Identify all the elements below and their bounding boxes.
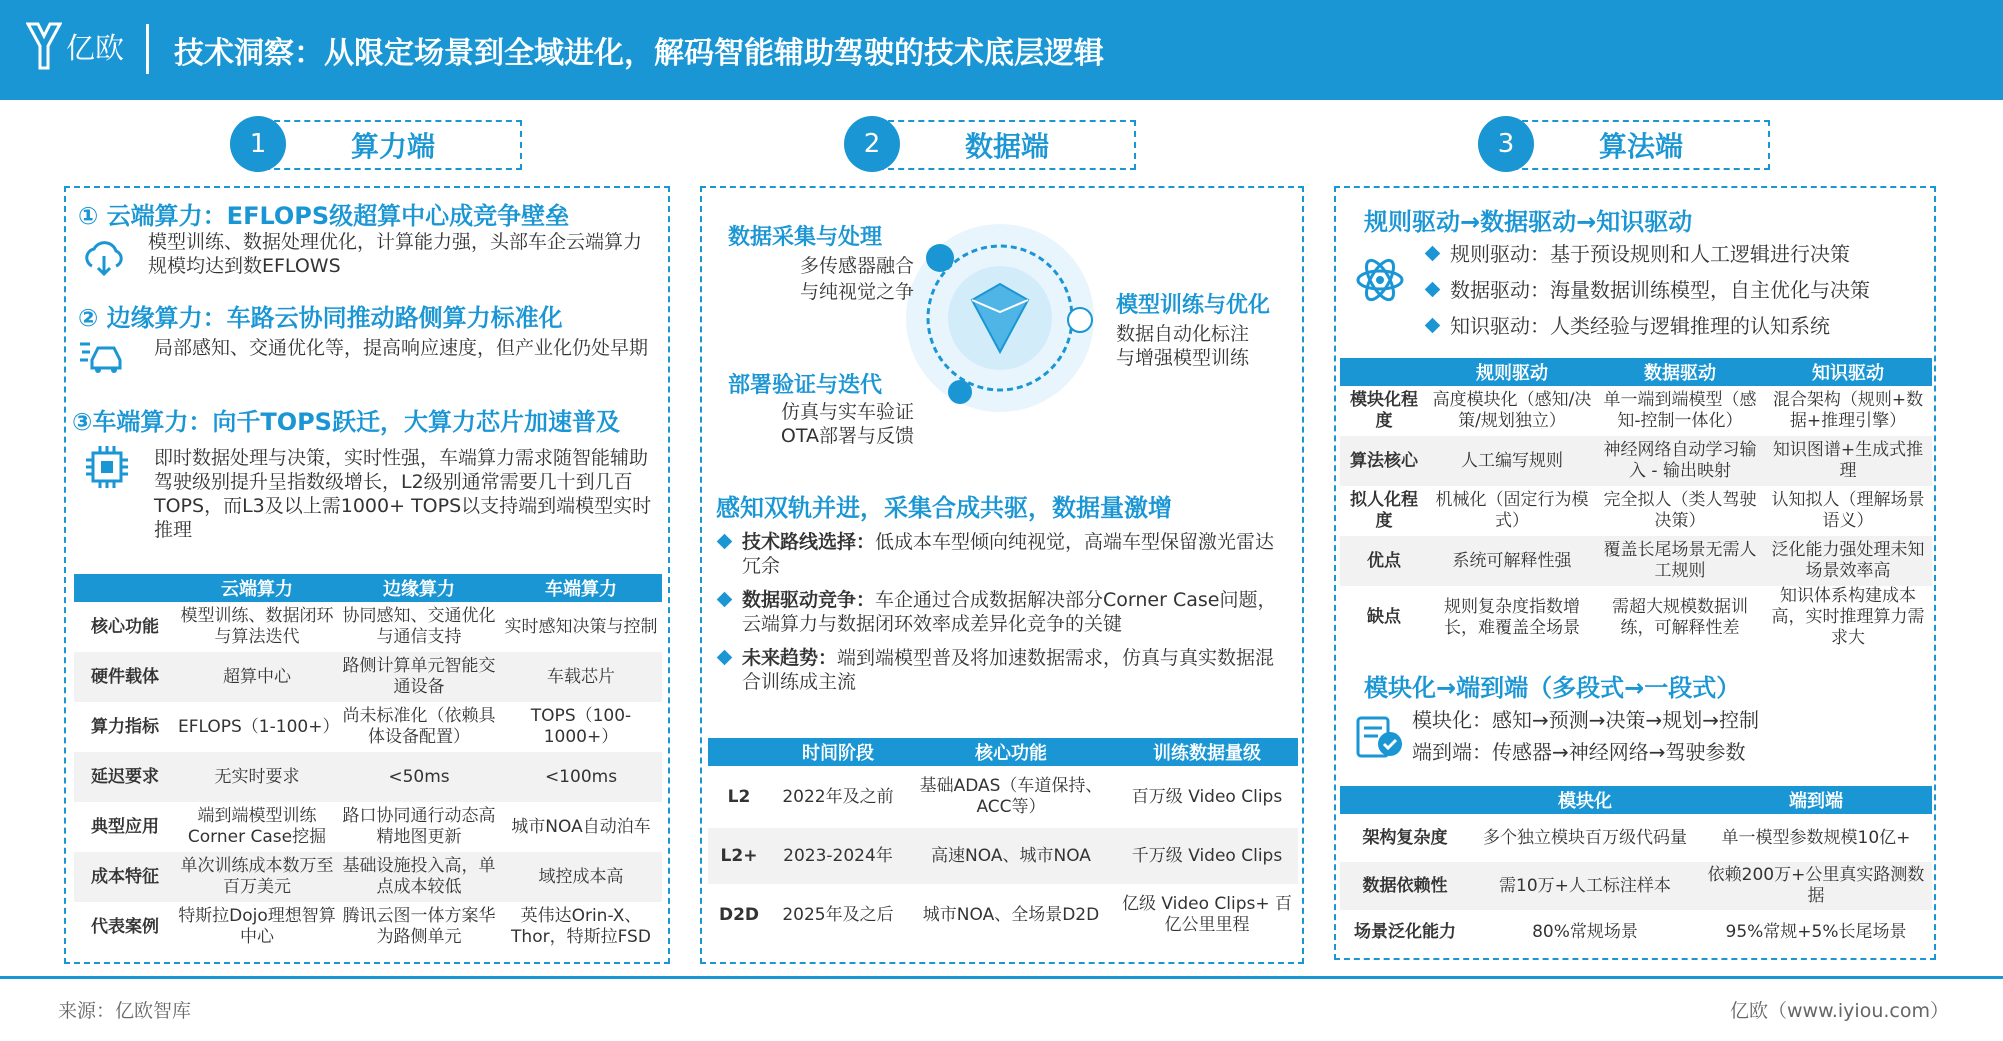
table-row: 优点 系统可解释性强 覆盖长尾场景无需人工规则 泛化能力强处理未知场景效率高 [1340,536,1932,586]
list-item: 技术路线选择：低成本车型倾向纯视觉，高端车型保留激光雷达冗余 [716,530,1292,578]
list-item: 规则驱动：基于预设规则和人工逻辑进行决策 [1424,242,1924,266]
atom-icon [1354,254,1406,306]
col2-panel [700,186,1304,964]
source-note: 来源：亿欧智库 [58,1000,192,1022]
logo [26,22,124,70]
car-speed-icon [78,330,130,380]
deploy-title: 部署验证与迭代 [728,373,883,398]
compute-table-header: 云端算力 [176,574,338,602]
table-row: 延迟要求 无实时要求 <50ms <100ms [74,752,662,802]
data-table-header: 训练数据量级 [1116,738,1298,766]
col3-title: 算法端 [1512,120,1770,170]
data-collect-title: 数据采集与处理 [728,225,883,250]
compute-table [74,574,662,952]
table-row: 算力指标 EFLOPS（1-100+） 尚未标准化（依赖具体设备配置） TOPS（100-1000+） [91,706,632,747]
table-row: 架构复杂度 多个独立模块百万级代码量 单一模型参数规模10亿+ [1362,827,1911,848]
data-table-header: 核心功能 [906,738,1116,766]
col1-panel [64,186,670,964]
modular-table-header: 模块化 [1470,786,1700,814]
algo-evolution-title: 规则驱动→数据驱动→知识驱动 [1364,208,1693,236]
chip-icon [82,442,132,492]
cloud-icon [80,234,128,280]
list-item: 数据驱动竞争：车企通过合成数据解决部分Corner Case问题，云端算力与数据闭环效率成差异化竞争的关键 [716,588,1292,636]
algo-table-header: 知识驱动 [1764,358,1932,386]
footer-divider [0,976,2003,979]
col2-title: 数据端 [878,120,1136,170]
model-train-line1: 数据自动化标注 [1116,323,1250,345]
compute-table-header: 边缘算力 [338,574,500,602]
list-item: 数据驱动：海量数据训练模型，自主优化与决策 [1424,278,1924,302]
col2-number: 2 [844,116,900,172]
data-cycle-diagram [902,220,1098,416]
data-collect-line1: 多传感器融合 [799,255,914,277]
data-table-header: 时间阶段 [770,738,906,766]
table-row: 缺点 规则复杂度指数增长，难覆盖全场景 需超大规模数据训练，可解释性差 知识体系构建成本高，实时推理算力需求大 [1367,586,1925,648]
col1-number: 1 [230,116,286,172]
modular-e2e-title: 模块化→端到端（多段式→一段式） [1364,674,1741,702]
header-bar [0,0,2003,100]
algo-bullet-list [1424,242,1924,348]
table-row: L2 2022年及之前 基础ADAS（车道保持、ACC等） 百万级 Video Clips [727,776,1283,817]
logo-mark-icon [26,22,62,70]
table-row: 拟人化程度 机械化（固定行为模式） 完全拟人（类人驾驶决策） 认知拟人（理解场景语义） [1350,490,1925,531]
logo-text: 亿欧 [66,30,125,65]
algo-table-header: 规则驱动 [1428,358,1596,386]
table-row: 模块化程度 高度模块化（感知/决策/规划独立） 单一端到端模型（感知-控制一体化） 混合架构（规则+数据+推理引擎） [1350,390,1924,431]
model-train-title: 模型训练与优化 [1116,293,1271,318]
model-train-line2: 与增强模型训练 [1116,347,1250,369]
modular-flow: 模块化：感知→预测→决策→规划→控制 [1412,708,1760,732]
list-item: 未来趋势：端到端模型普及将加速数据需求，仿真与真实数据混合训练成主流 [716,646,1292,694]
modular-table-header: 端到端 [1700,786,1932,814]
deploy-line1: 仿真与实车验证 [780,401,914,423]
page-title: 技术洞察：从限定场景到全域进化，解码智能辅助驾驶的技术底层逻辑 [174,36,1104,71]
cloud-compute-desc: 模型训练、数据处理优化，计算能力强，头部车企云端算力规模均达到数EFLOWS [148,231,643,277]
modular-e2e-table [1340,786,1932,954]
algo-table-header: 数据驱动 [1596,358,1764,386]
cloud-compute-title: ① 云端算力：EFLOPS级超算中心成竞争壁垒 [78,202,570,230]
col3-panel [1334,186,1936,960]
table-row: 硬件载体 超算中心 路侧计算单元智能交通设备 车载芯片 [74,652,662,702]
table-row: 成本特征 单次训练成本数万至百万美元 基础设施投入高，单点成本较低 域控成本高 [74,852,662,902]
data-collect-line2: 与纯视觉之争 [799,281,914,303]
site-credit: 亿欧（www.iyiou.com） [1729,1000,1949,1022]
table-row: D2D 2025年及之后 城市NOA、全场景D2D 亿级 Video Clips+ 百亿公里里程 [718,894,1293,935]
table-row: 典型应用 端到端模型训练Corner Case挖掘 路口协同通行动态高精地图更新 城市NOA自动泊车 [91,806,651,847]
table-row: 数据依赖性 需10万+人工标注样本 依赖200万+公里真实路测数据 [1340,862,1932,910]
col1-header [230,116,522,168]
compute-table-header-blank [74,574,176,602]
col1-title: 算力端 [264,120,522,170]
algo-compare-table [1340,358,1932,649]
table-row: 算法核心 人工编写规则 神经网络自动学习输入 - 输出映射 知识图谱+生成式推理 [1340,436,1932,486]
table-row: L2+ 2023-2024年 高速NOA、城市NOA 千万级 Video Clips [708,828,1298,884]
vehicle-compute-title: ③车端算力：向千TOPS跃迁，大算力芯片加速普及 [72,408,620,436]
list-item: 知识驱动：人类经验与逻辑推理的认知系统 [1424,314,1924,338]
col3-header [1478,116,1770,168]
deploy-line2: OTA部署与反馈 [780,425,914,447]
header-divider [146,24,149,74]
data-subtitle: 感知双轨并进，采集合成共驱，数据量激增 [716,494,1172,522]
e2e-flow: 端到端：传感器→神经网络→驾驶参数 [1412,740,1746,764]
compute-table-header: 车端算力 [500,574,662,602]
table-row: 代表案例 特斯拉Dojo理想智算中心 腾讯云图一体方案华为路侧单元 英伟达Orin-X、Thor，特斯拉FSD [91,906,651,947]
col3-number: 3 [1478,116,1534,172]
data-stage-table [708,738,1298,946]
edge-compute-desc: 局部感知、交通优化等，提高响应速度，但产业化仍处早期 [154,337,649,359]
col2-header [844,116,1136,168]
edge-compute-title: ② 边缘算力：车路云协同推动路侧算力标准化 [78,304,563,332]
table-row: 核心功能 模型训练、数据闭环与算法迭代 协同感知、交通优化与通信支持 实时感知决策与控制 [91,606,658,647]
table-row: 场景泛化能力 80%常规场景 95%常规+5%长尾场景 [1354,921,1907,942]
vehicle-compute-desc: 即时数据处理与决策，实时性强，车端算力需求随智能辅助驾驶级别提升呈指数级增长，L2级别通常需要几十到几百TOPS，而L3及以上需1000+ TOPS以支持端到端模型实时推理 [154,447,652,541]
checklist-icon [1352,708,1406,762]
data-bullet-list [716,530,1292,704]
